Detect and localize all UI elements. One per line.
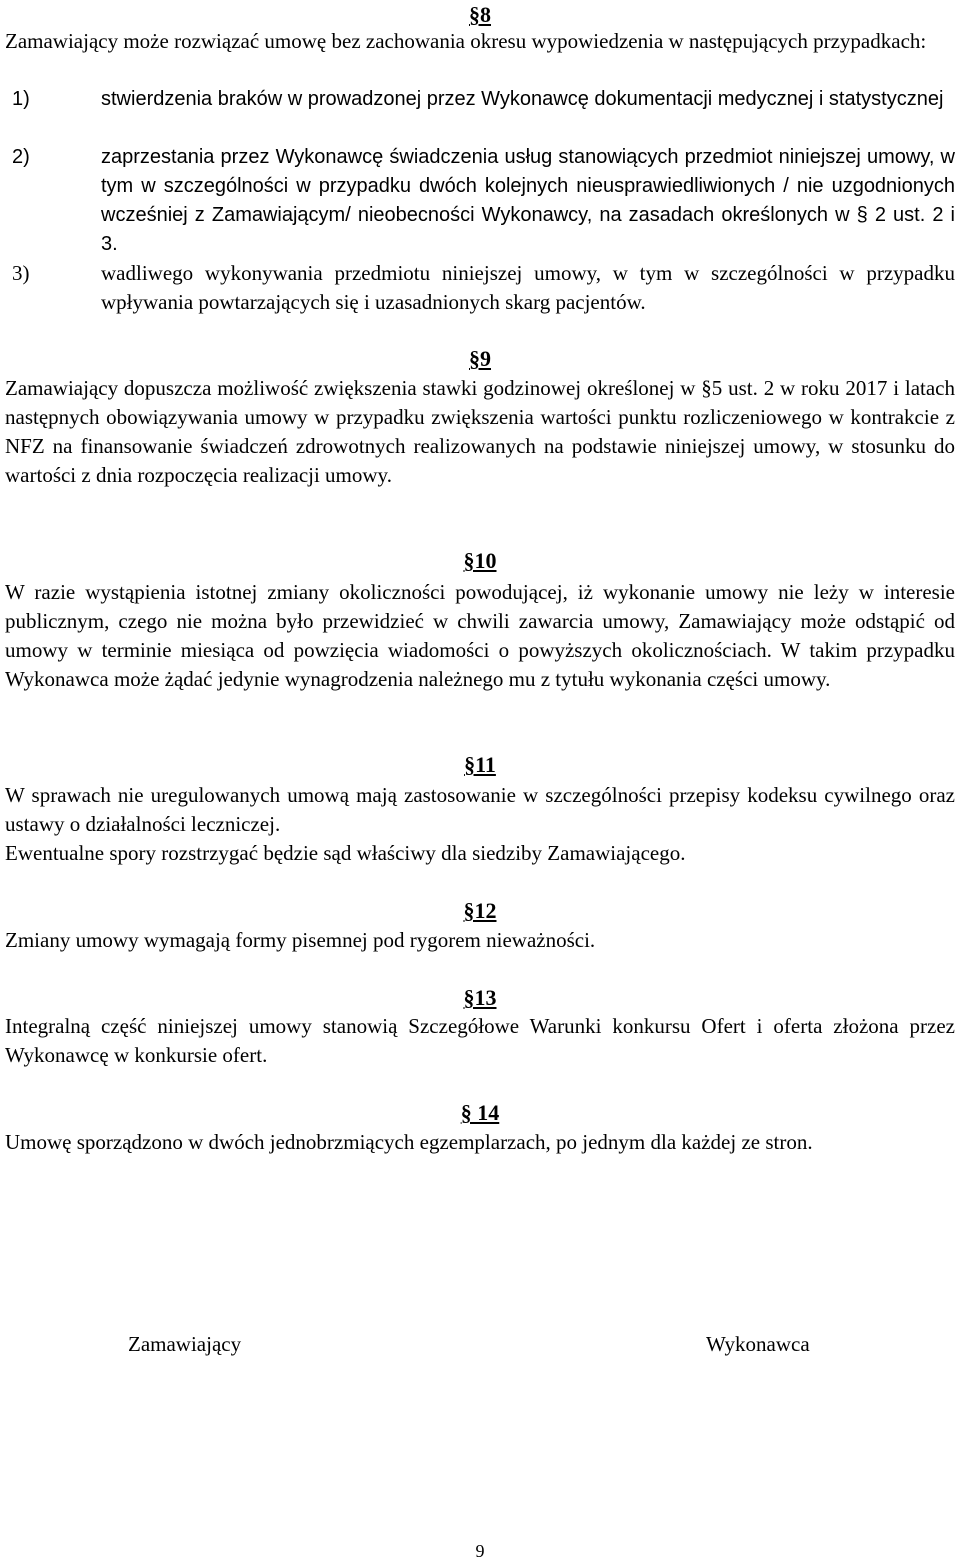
item-text: wadliwego wykonywania przedmiotu niniejszej umowy, w tym w szczególności w przypadku wpływania powtarzających się i uzasadnionych skarg pacjentów.: [101, 261, 955, 314]
section-13-text: Integralną część niniejszej umowy stanowią Szczegółowe Warunki konkursu Ofert i oferta złożona przez Wykonawcę w konkursie ofert.: [5, 1014, 955, 1067]
section-14-heading: § 14: [460, 1100, 500, 1125]
section-8-intro: Zamawiający może rozwiązać umowę bez zachowania okresu wypowiedzenia w następujących przypadkach:: [5, 29, 927, 53]
section-10-text: W razie wystąpienia istotnej zmiany okoliczności powodującej, iż wykonanie umowy nie leży w interesie publicznym, czego nie można było przewidzieć w chwili zawarcia umowy, Zamawiający może odstąpić od umowy w terminie miesiąca od powzięcia wiadomości o powyższych okolicznościach. W takim przypadku Wykonawca może żądać jedynie wynagrodzenia należnego mu z tytułu wykonania części umowy.: [5, 580, 955, 691]
section-11-text-2: Ewentualne spory rozstrzygać będzie sąd właściwy dla siedziby Zamawiającego.: [5, 841, 686, 865]
signature-zamawiajacy: Zamawiający: [128, 1332, 242, 1356]
item-number: 1): [12, 88, 30, 110]
section-10-heading: §10: [463, 548, 497, 573]
page-number: 9: [475, 1541, 485, 1561]
section-12-heading: §12: [463, 898, 497, 923]
section-13-heading: §13: [463, 985, 497, 1010]
item-text: stwierdzenia braków w prowadzonej przez Wykonawcę dokumentacji medycznej i statystycznej: [101, 88, 944, 110]
section-9-text: Zamawiający dopuszcza możliwość zwiększenia stawki godzinowej określonej w §5 ust. 2 w roku 2017 i latach następnych obowiązywania umowy w przypadku zwiększenia wartości punktu rozliczeniowego w kontrakcie z NFZ na finansowanie świadczeń zdrowotnych realizowanych na podstawie niniejszej umowy, w stosunku do wartości z dnia rozpoczęcia realizacji umowy.: [5, 376, 955, 487]
item-number: 2): [12, 146, 30, 168]
item-number: 3): [12, 261, 30, 285]
section-9-heading: §9: [469, 346, 491, 371]
section-14-text: Umowę sporządzono w dwóch jednobrzmiących egzemplarzach, po jednym dla każdej ze stron.: [5, 1130, 813, 1154]
item-text: zaprzestania przez Wykonawcę świadczenia usług stanowiących przedmiot niniejszej umowy, w tym w szczególności w przypadku dwóch kolejnych nieusprawiedliwionych / nie uzgodnionych wcześniej z Zamawiającym/ nieobecności Wykonawcy, na zasadach określonych w § 2 ust. 2 i 3.: [101, 146, 955, 255]
section-11-text: W sprawach nie uregulowanych umową mają zastosowanie w szczególności przepisy kodeksu cywilnego oraz ustawy o działalności leczniczej.: [5, 783, 955, 836]
section-8-heading: §8: [469, 2, 491, 27]
section-12-text: Zmiany umowy wymagają formy pisemnej pod rygorem nieważności.: [5, 928, 596, 952]
section-11-heading: §11: [464, 752, 496, 777]
signature-wykonawca: Wykonawca: [706, 1332, 810, 1356]
